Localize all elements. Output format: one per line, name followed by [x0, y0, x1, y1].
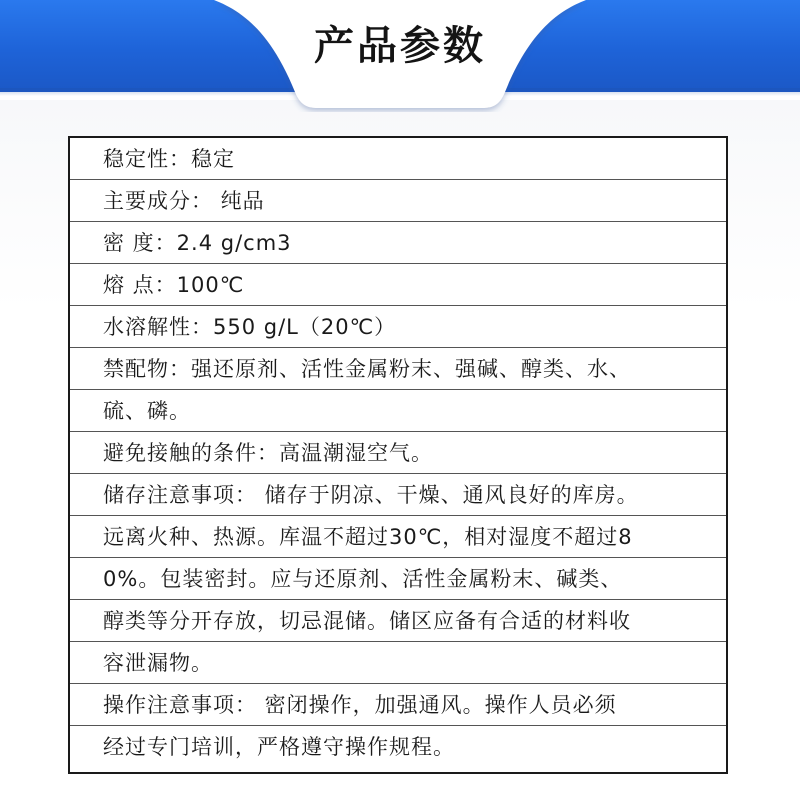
table-row: [70, 222, 726, 264]
table-row: [70, 348, 726, 390]
param-line: 水溶解性：550 g/L（20℃）: [103, 315, 397, 339]
param-line: 0%。包装密封。应与还原剂、活性金属粉末、碱类、: [103, 567, 623, 591]
param-line: 密 度：2.4 g/cm3: [103, 231, 292, 255]
table-row: [70, 390, 726, 432]
param-line: 稳定性：稳定: [103, 147, 235, 171]
table-row: [70, 558, 726, 600]
param-line: 远离火种、热源。库温不超过30℃，相对湿度不超过8: [103, 525, 633, 549]
table-row: [70, 180, 726, 222]
table-row: [70, 642, 726, 684]
param-line: 禁配物：强还原剂、活性金属粉末、强碱、醇类、水、: [103, 357, 631, 381]
param-line: 主要成分： 纯品: [103, 189, 265, 213]
param-line: 经过专门培训，严格遵守操作规程。: [103, 735, 455, 759]
table-row: [70, 516, 726, 558]
param-line: 醇类等分开存放，切忌混储。储区应备有合适的材料收: [103, 609, 631, 633]
page-title: 产品参数: [314, 23, 486, 69]
table-row: [70, 684, 726, 726]
table-row: [70, 138, 726, 180]
table-row: [70, 726, 726, 768]
param-line: 熔 点：100℃: [103, 273, 245, 297]
table-row: [70, 432, 726, 474]
param-line: 操作注意事项： 密闭操作，加强通风。操作人员必须: [103, 693, 617, 717]
table-row: [70, 600, 726, 642]
parameter-table: [68, 136, 728, 774]
param-line: 硫、磷。: [103, 399, 191, 423]
param-line: 避免接触的条件：高温潮湿空气。: [103, 441, 433, 465]
table-row: [70, 264, 726, 306]
param-line: 储存注意事项： 储存于阴凉、干燥、通风良好的库房。: [103, 483, 639, 507]
table-row: [70, 306, 726, 348]
param-line: 容泄漏物。: [103, 651, 213, 675]
table-row: [70, 474, 726, 516]
